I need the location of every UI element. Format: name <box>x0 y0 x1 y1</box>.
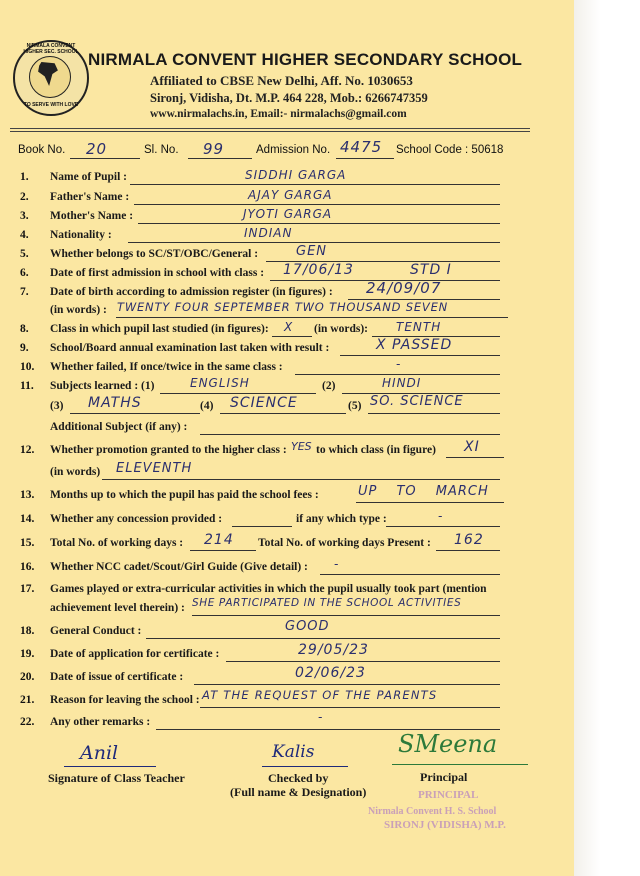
book-no-label: Book No. <box>18 144 66 156</box>
web-email: www.nirmalachs.in, Email:- nirmalachs@gmail.com <box>150 108 407 120</box>
last-class-label: Class in which pupil last studied (in figures): <box>50 323 269 335</box>
page-edge <box>574 0 640 876</box>
stamp-title: PRINCIPAL <box>418 789 479 801</box>
first-admission-label: Date of first admission in school with class : <box>50 267 265 279</box>
subject-5-line <box>368 413 500 414</box>
failed-value: - <box>396 357 402 371</box>
subject-1: ENGLISH <box>190 376 250 390</box>
checked-signature: Kalis <box>272 742 315 762</box>
field-num: 2. <box>20 191 29 203</box>
book-no-line <box>70 158 140 159</box>
checked-sub-label: (Full name & Designation) <box>230 785 367 799</box>
concession-line <box>232 526 292 527</box>
ncc-label: Whether NCC cadet/Scout/Girl Guide (Give detail) : <box>50 561 308 573</box>
address: Sironj, Vidisha, Dt. M.P. 464 228, Mob.: 6266747359 <box>150 91 428 105</box>
days-present-line <box>436 550 500 551</box>
activities-label-2: achievement level therein) : <box>50 602 185 614</box>
dob-words-label: (in words) : <box>50 304 107 316</box>
additional-subject-label: Additional Subject (if any) : <box>50 421 188 433</box>
field-num: 15. <box>20 537 35 549</box>
book-no-value: 20 <box>86 140 108 158</box>
field-num: 6. <box>20 267 29 279</box>
last-class-figures: X <box>284 320 294 334</box>
field-num: 10. <box>20 361 35 373</box>
last-class-line <box>272 336 312 337</box>
pupil-name-value: SIDDHI GARGA <box>245 168 347 182</box>
subject-5-label: (5) <box>348 400 362 412</box>
subject-3-line <box>70 413 200 414</box>
field-num: 9. <box>20 342 29 354</box>
fees-label: Months up to which the pupil has paid the school fees : <box>50 489 319 501</box>
field-num: 5. <box>20 248 29 260</box>
concession-type-line <box>386 526 500 527</box>
field-num: 7. <box>20 286 29 298</box>
ncc-value: - <box>334 557 340 571</box>
remarks-label: Any other remarks : <box>50 716 151 728</box>
field-num: 17. <box>20 583 35 595</box>
sl-no-line <box>188 158 252 159</box>
activities-line <box>192 615 500 616</box>
issue-date-value: 02/06/23 <box>295 665 366 681</box>
school-logo <box>13 40 89 116</box>
nationality-value: INDIAN <box>244 226 293 240</box>
first-admission-class: STD I <box>410 262 452 278</box>
field-num: 21. <box>20 694 35 706</box>
field-num: 22. <box>20 716 35 728</box>
days-present-value: 162 <box>454 532 484 548</box>
subject-3-label: (3) <box>50 400 64 412</box>
field-num: 3. <box>20 210 29 222</box>
application-date-line <box>226 661 500 662</box>
failed-label: Whether failed, If once/twice in the same class : <box>50 361 283 373</box>
promotion-words-label: (in words) <box>50 466 101 478</box>
admission-no-label: Admission No. <box>256 144 331 156</box>
field-num: 11. <box>20 380 34 392</box>
working-days-label: Total No. of working days : <box>50 537 184 549</box>
working-days-line <box>190 550 256 551</box>
concession-value: - <box>438 509 444 523</box>
dob-words-line <box>116 317 508 318</box>
promotion-yes: YES <box>291 440 312 453</box>
remarks-value: - <box>318 710 324 724</box>
father-name-line <box>134 204 500 205</box>
logo-top-text: NIRMALA CONVENT HIGHER SEC. SCHOOL <box>23 43 79 55</box>
conduct-value: GOOD <box>285 619 330 634</box>
promotion-words-line <box>102 479 500 480</box>
first-admission-date: 17/06/13 <box>283 262 354 278</box>
leaving-reason-line <box>200 707 500 708</box>
dob-label: Date of birth according to admission register (in figures) : <box>50 286 333 298</box>
ncc-line <box>320 574 500 575</box>
concession-label: Whether any concession provided : <box>50 513 223 525</box>
logo-bottom-text: TO SERVE WITH LOVE <box>23 102 79 108</box>
principal-label: Principal <box>420 770 468 784</box>
promotion-class-label: to which class (in figure) <box>316 444 436 456</box>
admission-no-line <box>336 158 394 159</box>
promotion-class-value: XI <box>464 439 480 455</box>
field-num: 13. <box>20 489 35 501</box>
header-divider <box>10 128 530 129</box>
teacher-signature: Anil <box>80 742 119 764</box>
principal-signature: SMeena <box>398 730 498 758</box>
subject-4-label: (4) <box>200 400 214 412</box>
pupil-name-line <box>130 184 500 185</box>
conduct-label: General Conduct : <box>50 625 142 637</box>
stamp-place: SIRONJ (VIDISHA) M.P. <box>384 819 506 831</box>
field-num: 18. <box>20 625 35 637</box>
issue-date-label: Date of issue of certificate : <box>50 671 184 683</box>
field-num: 12. <box>20 444 35 456</box>
leaving-reason-label: Reason for leaving the school : <box>50 694 200 706</box>
application-date-label: Date of application for certificate : <box>50 648 220 660</box>
subject-4: SCIENCE <box>230 395 298 411</box>
teacher-sig-line <box>64 766 156 767</box>
activities-label: Games played or extra-curricular activities in which the pupil usually took part (mention <box>50 583 487 595</box>
field-num: 16. <box>20 561 35 573</box>
checked-sig-line <box>262 766 348 767</box>
subject-4-line <box>220 413 346 414</box>
field-num: 20. <box>20 671 35 683</box>
last-exam-label: School/Board annual examination last taken with result : <box>50 342 330 354</box>
field-num: 19. <box>20 648 35 660</box>
mother-name-line <box>138 223 500 224</box>
conduct-line <box>146 638 500 639</box>
father-name-value: AJAY GARGA <box>248 188 333 202</box>
last-exam-value: X PASSED <box>376 337 453 353</box>
subject-5: SO. SCIENCE <box>370 394 464 409</box>
dob-words-value: TWENTY FOUR SEPTEMBER TWO THOUSAND SEVEN <box>117 300 449 314</box>
principal-sig-line <box>392 764 528 765</box>
activities-value: SHE PARTICIPATED IN THE SCHOOL ACTIVITIES <box>192 597 462 609</box>
category-value: GEN <box>296 244 328 259</box>
promotion-class-line <box>446 457 504 458</box>
dob-figures-value: 24/09/07 <box>366 279 442 297</box>
field-num: 4. <box>20 229 29 241</box>
issue-date-line <box>194 684 500 685</box>
nationality-line <box>128 242 500 243</box>
teacher-label: Signature of Class Teacher <box>48 771 185 785</box>
subjects-label: Subjects learned : (1) <box>50 380 155 392</box>
application-date-value: 29/05/23 <box>298 642 369 658</box>
days-present-label: Total No. of working days Present : <box>258 537 431 549</box>
father-name-label: Father's Name : <box>50 191 130 203</box>
category-label: Whether belongs to SC/ST/OBC/General : <box>50 248 259 260</box>
admission-no-value: 4475 <box>340 138 383 156</box>
last-exam-line <box>340 355 500 356</box>
school-code: School Code : 50618 <box>396 144 504 156</box>
additional-subject-line <box>200 434 500 435</box>
subject-2-label: (2) <box>322 380 336 392</box>
nationality-label: Nationality : <box>50 229 112 241</box>
subject-1-line <box>160 393 316 394</box>
subject-2: HINDI <box>382 376 422 390</box>
fees-line <box>356 502 504 503</box>
field-num: 1. <box>20 171 29 183</box>
promotion-words-value: ELEVENTH <box>116 461 193 476</box>
school-name: NIRMALA CONVENT HIGHER SECONDARY SCHOOL <box>88 50 523 69</box>
pupil-name-label: Name of Pupil : <box>50 171 127 183</box>
sl-no-value: 99 <box>203 140 225 158</box>
subject-3: MATHS <box>88 395 142 411</box>
last-class-words: TENTH <box>396 320 442 334</box>
header-divider-2 <box>10 131 530 132</box>
stamp-school: Nirmala Convent H. S. School <box>368 806 497 817</box>
fees-value: UP TO MARCH <box>358 484 489 499</box>
checked-label: Checked by <box>268 771 329 785</box>
sl-no-label: Sl. No. <box>144 144 179 156</box>
promotion-label: Whether promotion granted to the higher class : <box>50 444 287 456</box>
last-class-words-label: (in words): <box>314 323 368 335</box>
mother-name-value: JYOTI GARGA <box>243 207 333 221</box>
leaving-reason-value: AT THE REQUEST OF THE PARENTS <box>202 688 438 702</box>
field-num: 14. <box>20 513 35 525</box>
field-num: 8. <box>20 323 29 335</box>
affiliation: Affiliated to CBSE New Delhi, Aff. No. 1030653 <box>150 73 413 88</box>
failed-line <box>295 374 500 375</box>
working-days-value: 214 <box>204 532 234 548</box>
mother-name-label: Mother's Name : <box>50 210 134 222</box>
concession-type-label: if any which type : <box>296 513 387 525</box>
